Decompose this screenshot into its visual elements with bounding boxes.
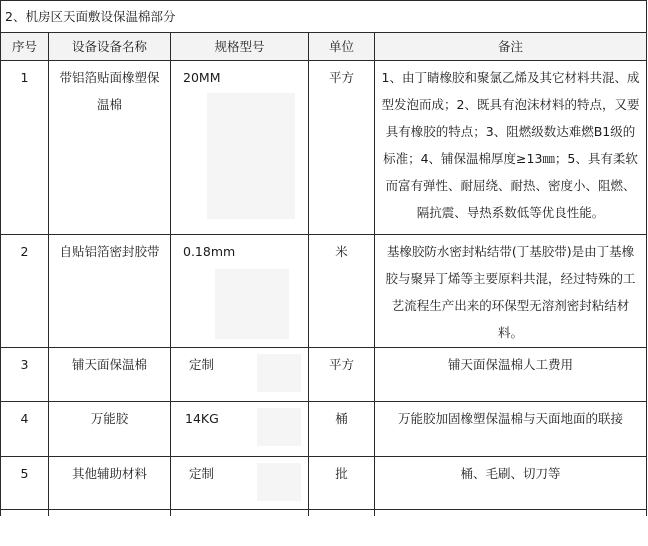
row-unit: 平方 (309, 61, 375, 235)
row-no: 3 (1, 348, 49, 402)
row-unit: 批 (309, 457, 375, 510)
table-row-partial (1, 510, 647, 517)
row-spec: 定制 (189, 466, 215, 481)
row-name: 自贴铝箔密封胶带 (49, 235, 171, 348)
col-header-unit: 单位 (309, 33, 375, 61)
row-name: 万能胶 (49, 402, 171, 457)
row-name: 带铝箔贴面橡塑保温棉 (49, 61, 171, 235)
header-row (1, 33, 647, 61)
col-header-note: 备注 (375, 33, 647, 61)
row-spec: 定制 (189, 357, 215, 372)
redacted-area (215, 269, 289, 339)
redacted-area (257, 463, 301, 501)
table-row (1, 235, 647, 348)
row-spec-cell (171, 402, 309, 457)
row-name: 其他辅助材料 (49, 457, 171, 510)
row-spec-cell (171, 235, 309, 348)
row-note: 桶、毛刷、切刀等 (375, 457, 647, 510)
table-row (1, 402, 647, 457)
row-note: 1、由丁睛橡胶和聚氯乙烯及其它材料共混、成型发泡而成；2、既具有泡沫材料的特点，又要具有橡胶的特点；3、阻燃级数达难燃B1级的标准；4、铺保温棉厚度≥13㎜；5、具有柔软而富有弹性、耐屈绕、耐热、密度小、阻燃、隔抗震、导热系数低等优良性能。 (375, 61, 647, 235)
row-spec-cell (171, 61, 309, 235)
row-unit: 平方 (309, 348, 375, 402)
row-name: 铺天面保温棉 (49, 348, 171, 402)
row-spec: 20MM (183, 70, 221, 85)
col-header-no: 序号 (1, 33, 49, 61)
table-row (1, 61, 647, 235)
row-note: 基橡胶防水密封粘结带(丁基胶带)是由丁基橡胶与聚异丁烯等主要原料共混，经过特殊的工艺流程生产出来的环保型无溶剂密封粘结材料。 (375, 235, 647, 348)
redacted-area (257, 354, 301, 392)
row-unit: 桶 (309, 402, 375, 457)
table-row (1, 457, 647, 510)
row-note: 万能胶加固橡塑保温棉与天面地面的联接 (375, 402, 647, 457)
row-spec-cell (171, 348, 309, 402)
row-no: 4 (1, 402, 49, 457)
row-no: 1 (1, 61, 49, 235)
row-no: 2 (1, 235, 49, 348)
row-note: 铺天面保温棉人工费用 (375, 348, 647, 402)
table-row (1, 348, 647, 402)
redacted-area (257, 408, 301, 446)
row-unit: 米 (309, 235, 375, 348)
row-spec: 14KG (185, 411, 219, 426)
section-title: 2、机房区天面敷设保温棉部分 (1, 1, 647, 33)
col-header-name: 设备设备名称 (49, 33, 171, 61)
row-spec: 0.18mm (183, 244, 236, 259)
col-header-spec: 规格型号 (171, 33, 309, 61)
row-spec-cell (171, 457, 309, 510)
section-title-row (1, 1, 647, 33)
row-no: 5 (1, 457, 49, 510)
redacted-area (207, 93, 295, 219)
